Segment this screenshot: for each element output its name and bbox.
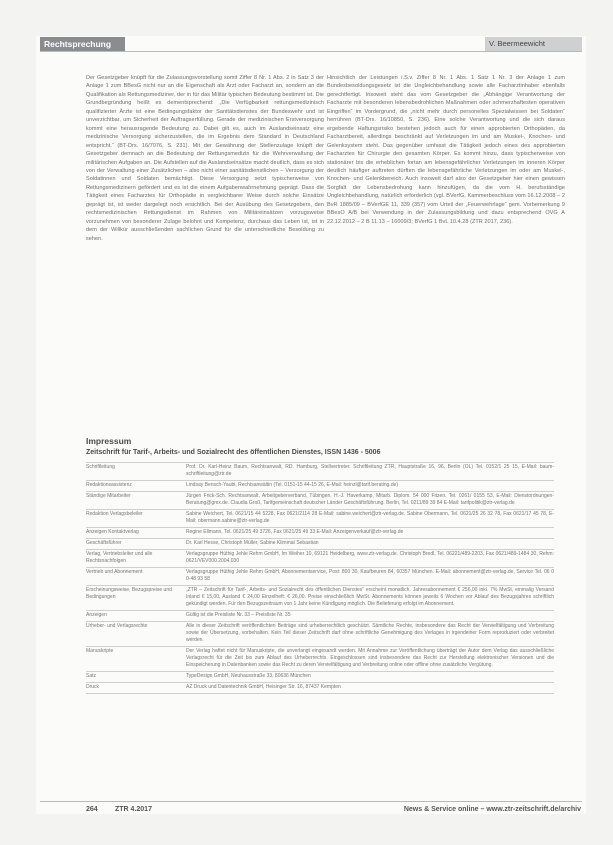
row-value: Sabine Weichert, Tel. 0621/15 44 5228, Fax 0621/2114 28 E-Mail: sabine.weichert@ztr-verlag.de. Sabine Obermann, Tel. 0621/25 26 32 78, Fax 0621/17 45 78, E-Mail: obermann.sabine@ztr-verlag.de — [186, 511, 554, 524]
row-value: Alle in dieser Zeitschrift veröffentlichten Beiträge sind urheberrechtlich geschützt. Sämtliche Rechte, insbesondere das Recht der Vervielfältigung und Verbreitung sowie der Übersetzung, vorbehalten. Kein Teil dieser Zeitschrift darf ohne schriftliche Genehmigung des Verlages in irgendeiner Form reproduziert oder verbreitet werden. — [186, 623, 554, 643]
row-label: Schriftleitung — [86, 464, 115, 470]
footer-url[interactable]: News & Service online – www.ztr-zeitschrift.de/archiv — [403, 806, 581, 813]
row-label: Ständige Mitarbeiter — [86, 493, 131, 499]
row-value: Verlagsgruppe Hüthig Jehle Rehm GmbH, Abonnementservice, Post: 800 30, Kaufbeuren 84, 60357 München. E-Mail: abonnement@ztr-verlag.de, Service Tel. 06 0 0-48 93 58 — [186, 569, 554, 582]
table-row — [86, 671, 554, 682]
row-value: Gültig ist die Preisliste Nr. 33 – Preisliste Nr. 35 — [186, 612, 291, 618]
journal-issue: ZTR 4.2017 — [115, 806, 152, 813]
table-row — [86, 491, 554, 509]
table-row — [86, 527, 554, 538]
page-number: 264 — [86, 806, 98, 813]
row-label: Redaktion Verlagsbeleiler — [86, 511, 143, 517]
table-row — [86, 567, 554, 585]
table-row — [86, 480, 554, 491]
table-row — [86, 462, 554, 480]
author-header: V. Beermeewicht — [485, 37, 582, 51]
row-label: Anzeigen Kontaktverlag — [86, 529, 139, 535]
table-row — [86, 549, 554, 567]
row-value: TypeDesign GmbH, Neuhausstraße 33, 80636 München — [186, 673, 311, 679]
impressum-title: Impressum — [86, 436, 132, 446]
table-row — [86, 538, 554, 549]
article-right-column — [327, 74, 565, 226]
article-left-column — [86, 74, 324, 243]
row-label: Manuskripte — [86, 648, 114, 654]
row-label: Druck — [86, 684, 100, 690]
table-row — [86, 509, 554, 527]
row-label: Anzeigen — [86, 612, 107, 618]
impressum-subtitle: Zeitschrift für Tarif-, Arbeits- und Sozialrecht des öffentlichen Dienstes, ISSN 1436 - 5006 — [86, 449, 381, 456]
row-value: Prof. Dr. Karl-Heinz Baum, Rechtsanwalt, RD. Hamburg, Stellvertreter. Schriftleitung ZTR, Hauptstraße 16, 96, Berlin (OL) Tel. 0152/1 25 15, E-Mail: baum-schriftleitung@ztr.de — [186, 464, 554, 477]
article-paragraph: Hinsichtlich der Leistungen i.S.v. Ziffer 8 Nr. 1 Abs. 1 Satz 1 Nr. 3 der Anlage 1 zum Bundesbesoldungsgesetz ist die Ungleichbehandlung sowie alle Facharztinhaber ebenfalls gerechtfertigt. Insoweit steht das vom Gesetzgeber die „Abhängige Verantwortung der Facharzte mit besonderen lebensbedrohlichen Maßnahmen oder schmerzhaftesten operativen Eingriffen“ im Vordergrund, die „nicht mehr durch personelles Spezialwissen bei Soldaten“ herrühren (BT-Drs. 16/10850, S. 236). Eine solche Verantwortung und die sich daraus ergebende Haftungsrisiko bestehen jedoch auch für einen approbierten Orthopäden, da Facharztbereit, allerdings beschränkt auf Verletzungen im und am Muskel-, Knochen- und Gelenksystem steht. Das gegenüber umfasst die Tätigkeit jedoch eines des approbierten Facharztes für Chirurgie den gesamten Körper. Es kommt hinzu, dass typischerweise von stationärer bis die erheblichen fortan am lebensgefährlicher Verletzungen im inneren Körper deutlich häufiger auftreten dürften die lebensgefährliche Verletzungen im oder am Muskel-, Knochen- und Gelenkbereich. Auch insoweit darf also der Gesetzgeber hier einen gewissen Sorgfalt der Lebensbedrohung kann hinzufügen, da die vom H. berufsständige Ungleichbehandlung, natürlich erforderlich (vgl. BVerfG, Kammerbeschluss vom 16.12.2008 – 2 BvR 1885/09 – BVerfGE 11, 339 (357) vom Urteil der „Feuerwehrlage“ gem. Vorbemerkung 9 BBesO A/B bei Verwendung in der Zulassungsbildung und dazu entsprechend OVG A 22.12.2012 – 2 B 11.13 – 16009/3; BVerfG 1 BvL 10.4.28 (ZTR 2017, 236). — [327, 75, 565, 225]
row-label: Geschäftsführer — [86, 540, 122, 546]
table-row — [86, 610, 554, 621]
row-value: Regine Ellmann, Tel. 0621/25 49 3726, Fax 0621/25 49 33 E-Mail: Anzeigenverkauf@ztr-verlag.de — [186, 529, 404, 535]
row-label: Verlag, Vertriebsleiter und alle Rechtsnachfolgen — [86, 551, 153, 564]
table-row — [86, 585, 554, 610]
row-label: Satz — [86, 673, 97, 679]
row-label: Urheber- und Verlagsrechte — [86, 623, 148, 629]
header-divider — [40, 51, 582, 52]
row-label: Redaktionsassistenz — [86, 482, 132, 488]
row-label: Erscheinungsweise, Bezugspreise und Bedingungen — [86, 587, 172, 600]
row-value: AZ Druck und Datentechnik GmbH, Heisinger Str. 16, 87437 Kempten — [186, 684, 341, 690]
row-label: Vertrieb und Abonnement — [86, 569, 143, 575]
article-paragraph: Der Gesetzgeber knüpft für die Zulassungsvorstellung somit Ziffer 8 Nr. 1 Abs. 2 in Satz 3 der Anlage 1 zum BBesG nicht nur an die Eigenschaft als Arzt oder Facharzt an, sondern an die Qualifikation als Rettungsmediziner, der in für das Militär typischen Bedeutung bestimmt ist. Die Grundbegründung heißt es dementsprechend: „Die Verfügbarkeit rettungsmedizinisch qualifizierter Ärzte ist eine Bedingungsfaktor der Sanitätsdienstes der Bundeswehr und ist unverzichtbar, um Sicherheit der Auftragserfüllung. Gerade der medizinischen Erstversorgung kommt eine herausragende Bedeutung zu. Dabei gilt es, auch im Auslandseinsatz eine medizinische Versorgung sicherzustellen, die im Ergebnis dem Standard in Deutschland entspricht.“ (BT-Drs. 16/7076, S. 231). Mit der Gewährung der Stellenzulage knüpft der Gesetzgeber demnach an die Bedeutung der Rettungsmedizin für die Wehrverwaltung der militärischen Aufgaben an. Die Aufstellen auf die Auslandseinsätze macht deutlich, dass es sich von der Verwaltung einer Zusätzlichen – also nicht einer sanitätsdienstlichen – Versorgung der Soldatinnen und Soldaten bemächtigt. Diese Versorgung setzt typischerweise von Rettungsmedizinern gefördert und es ist die einem Aufgabenwahrnehmung geprägt. Dass die Tätigkeit eines Facharztes für Orthopädie in vergleichbarer Weise durch solche Einsätze geprägt ist, ist weder dargelegt noch ersichtlich. Bei der Ausübung des Gesetzgebers, den rechtsmedizinischen Rettungsdienst im Rahmen von Militäreinsätzen vorzugsweise vorzunehmen von besonderer Zulage belohnt und Kompetenz, durchaus das Leben ist, ist in dem der Willkür ausschließenden sachlichen Grund für die unterschiedliche Besoldung zu sehen. — [86, 75, 324, 242]
row-value: „ZTR – Zeitschrift für Tarif-, Arbeits- und Sozialrecht des öffentlichen Dienstes“ erscheint monatlich. Jahresabonnement € 256,00 inkl. 7% MwSt, einmalig Versand Inland € 15,00, Ausland € 24,00 Einzelheft: € 26,00. Preise einschließlich MwSt. Abonnements können jeweils 6 Wochen vor Ablauf des Bezugsjahres schriftlich gekündigt werden. Für den Bezugszeitraum von 1 Jahr keine Kündigung möglich. Die Belieferung erfolgt im Abonnement. — [186, 587, 554, 607]
impressum-table — [86, 462, 554, 694]
row-value: Lindsay Bensch-Yaubi, Rechtsanwältin (Tel. 0151-15 44-15 26, E-Mail: heinzl@tarif.berating.de) — [186, 482, 399, 488]
row-value: Dr. Karl Hesse, Christoph Müller, Sabine Klimmat Sebastian — [186, 540, 319, 546]
table-row — [86, 621, 554, 646]
section-header: Rechtsprechung — [40, 37, 125, 51]
row-value: Verlagsgruppe Hüthig Jehle Rehm GmbH, Im Weiher 10, 69121 Heidelberg, www.ztr-verlag.de. Christoph Bredl, Tel. 06221/489-2203, Fax 0621/489-1484 30, Rehm: 0621/VEV000.2004.030 — [186, 551, 554, 564]
footer-divider — [40, 801, 582, 802]
table-row — [86, 682, 554, 694]
table-row — [86, 646, 554, 671]
row-value: Jürgen Frick-Sch. Rechtsanwalt, Arbeitgeberverband, Tübingen. H.-J. Haverkamp, Mitarb. Diplom. 54 000 Fitzen. Tel. 0261/ 0155 53, E-Mail: Dienstordnungen-Beratung@gmx.de. Claudia Groß, Tarifgemeinschaft deutscher Länder Geschäftsführung. Berlin, Tel. 0211/89 39 84 E-Mail: tarifpolitik@ztr-verlag.de — [186, 493, 554, 506]
row-value: Der Verlag haftet nicht für Manuskripte, die unverlangt eingesandt werden. Mit Annahme zur Veröffentlichung überträgt der Autor dem Verlag das ausschließliche Verlagsrecht für die Zeit bis zum Ablauf des Urheberrechts. Eingeschlossen sind insbesondere das Recht zur Herstellung elektronischer Versionen und die Einspeicherung in Datenbanken sowie das Recht zu deren Vervielfältigung und Verbreitung online oder offline ohne zusätzliche Vergütung. — [186, 648, 554, 668]
